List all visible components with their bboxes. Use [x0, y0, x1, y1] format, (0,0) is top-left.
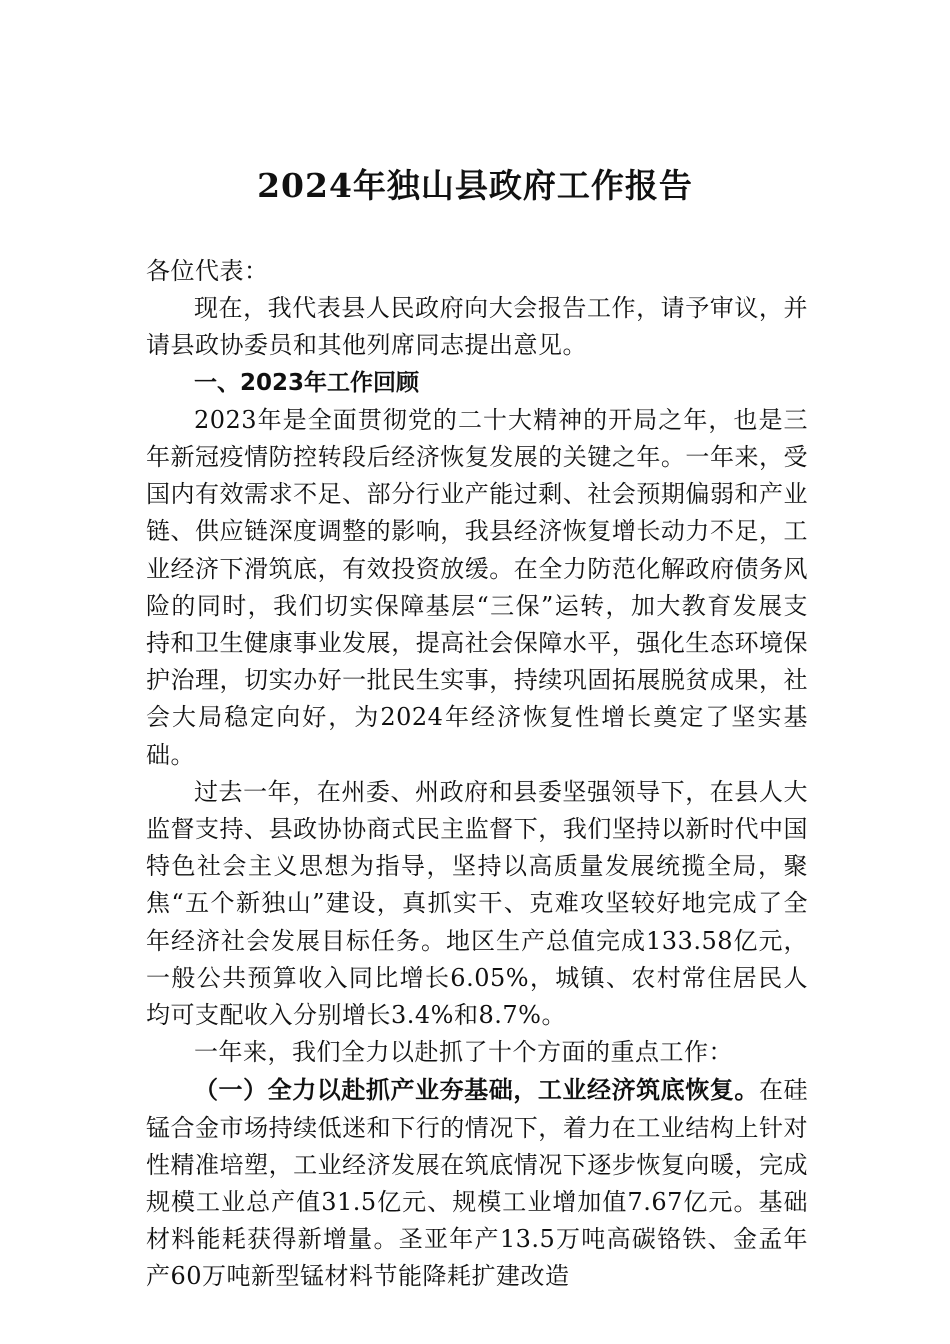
- item-text: 在硅锰合金市场持续低迷和下行的情况下，着力在工业结构上针对性精准培塑，工业经济发展在筑底情况下逐步恢复向暖，完成规模工业总产值31.5亿元、规模工业增加值7.67亿元。基础材料能耗获得新增量。圣亚年产13.5万吨高碳铬铁、金孟年产60万吨新型锰材料节能降耗扩建改造: [146, 1076, 808, 1291]
- paragraph-item-one: [146, 1071, 808, 1295]
- paragraph-review: 2023年是全面贯彻党的二十大精神的开局之年，也是三年新冠疫情防控转段后经济恢复发展的关键之年。一年来，受国内有效需求不足、部分行业产能过剩、社会预期偏弱和产业链、供应链深度调整的影响，我县经济恢复增长动力不足，工业经济下滑筑底，有效投资放缓。在全力防范化解政府债务风险的同时，我们切实保障基层“三保”运转，加大教育发展支持和卫生健康事业发展，提高社会保障水平，强化生态环境保护治理，切实办好一批民生实事，持续巩固拓展脱贫成果，社会大局稳定向好，为2024年经济恢复性增长奠定了坚实基础。: [146, 405, 808, 769]
- page-title: 2024年独山县政府工作报告: [257, 166, 693, 205]
- item-heading: （一）全力以赴抓产业夯基础，工业经济筑底恢复。: [194, 1075, 759, 1105]
- document-body: [146, 253, 808, 1296]
- paragraph-key-work: 一年来，我们全力以赴抓了十个方面的重点工作：: [194, 1038, 733, 1067]
- section-heading: 一、2023年工作回顾: [194, 369, 420, 396]
- intro-paragraph: 现在，我代表县人民政府向大会报告工作，请予审议，并请县政协委员和其他列席同志提出意见。: [146, 294, 808, 360]
- paragraph-achievements: 过去一年，在州委、州政府和县委坚强领导下，在县人大监督支持、县政协协商式民主监督下，我们坚持以新时代中国特色社会主义思想为指导，坚持以高质量发展统揽全局，聚焦“五个新独山”建设，真抓实干、克难攻坚较好地完成了全年经济社会发展目标任务。地区生产总值完成133.58亿元，一般公共预算收入同比增长6.05%，城镇、农村常住居民人均可支配收入分别增长3.4%和8.7%。: [146, 777, 808, 1030]
- salutation: 各位代表：: [146, 257, 269, 285]
